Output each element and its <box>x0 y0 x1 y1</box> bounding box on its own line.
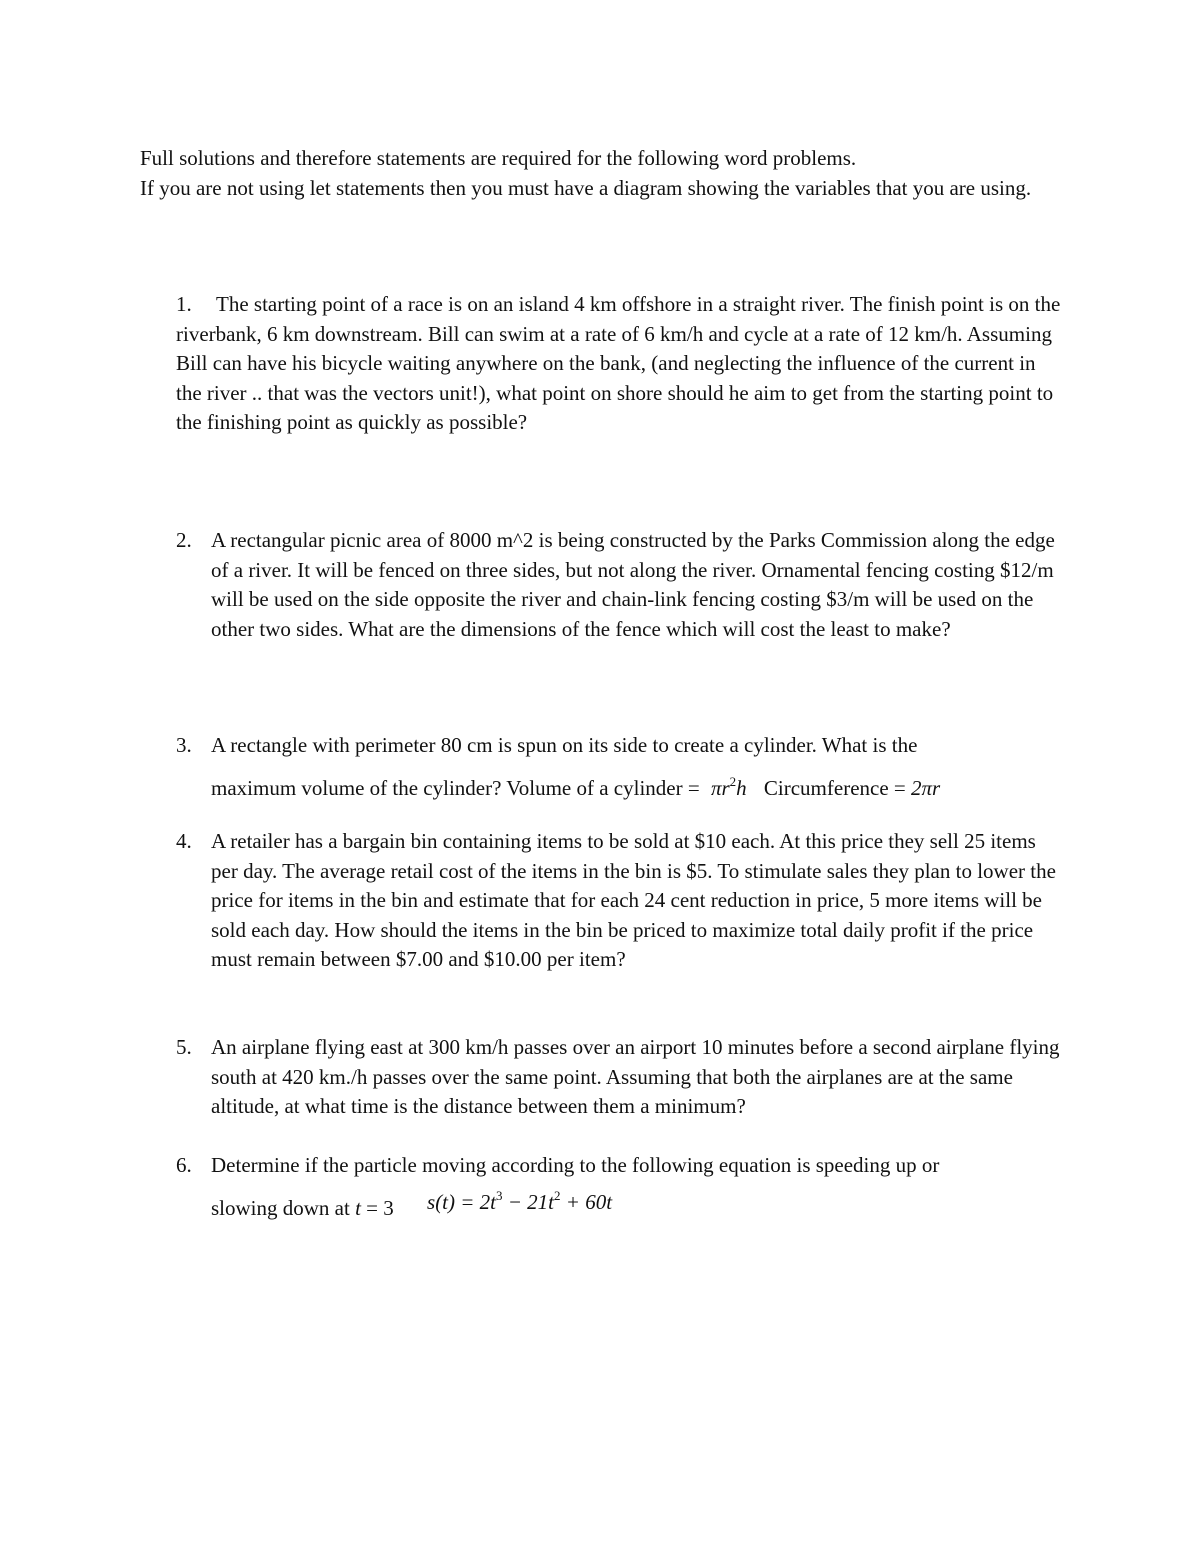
problem-number: 1. <box>176 292 192 316</box>
problem-number: 3. <box>176 733 192 757</box>
problem-4 <box>176 827 1066 975</box>
problem-5 <box>176 1033 1066 1122</box>
problem-text: Determine if the particle moving according to the following equation is speeding up or <box>211 1153 940 1177</box>
problem-2 <box>176 526 1056 644</box>
circumference-label: Circumference = <box>763 775 906 800</box>
volume-formula <box>711 767 747 804</box>
volume-formula-tail: h <box>736 775 747 800</box>
equation-middle: − 21t <box>502 1189 555 1214</box>
problem-text-line-2: maximum volume of the cylinder? Volume of a cylinder = <box>211 775 700 800</box>
equation-lhs: s(t) = 2t <box>427 1189 497 1214</box>
problem-text: A retailer has a bargain bin containing items to be sold at $10 each. At this price they sell 25 items per day. The average retail cost of the items in the bin is $5. To stimulate sales they plan to lower the price for items in the bin and estimate that for each 24 cent reduction in price, 5 more items will be sold each day. How should the items in the bin be priced to maximize total daily profit if the price must remain between $7.00 and $10.00 per item? <box>211 829 1056 971</box>
problem-6 <box>176 1151 1066 1223</box>
problem-number: 5. <box>176 1035 192 1059</box>
problem-formula-line <box>211 767 1076 804</box>
problem-text: An airplane flying east at 300 km/h passes over an airport 10 minutes before a second airplane flying south at 420 km./h passes over the same point. Assuming that both the airplanes are at the same altitude, at what time is the distance between them a minimum? <box>211 1035 1060 1118</box>
problem-number: 6. <box>176 1153 192 1177</box>
position-equation <box>427 1181 612 1218</box>
circumference-formula: 2πr <box>911 775 941 800</box>
equation-exponent-2: 2 <box>554 1187 561 1203</box>
problem-formula-line <box>211 1187 1066 1224</box>
problem-text-block <box>211 731 1076 803</box>
equation-exponent-1: 3 <box>496 1187 503 1203</box>
instructions-line-2: If you are not using let statements then you must have a diagram showing the variables that you are using. <box>140 176 1032 200</box>
instructions-line-1: Full solutions and therefore statements are required for the following word problems. <box>140 146 857 170</box>
problem-text: The starting point of a race is on an island 4 km offshore in a straight river. The finish point is on the riverbank, 6 km downstream. Bill can swim at a rate of 6 km/h and cycle at a rate of 12 km/h. Assuming Bill can have his bicycle waiting anywhere on the bank, (and neglecting the influence of the current in the river .. that was the vectors unit!), what point on shore should he aim to get from the starting point to the finishing point as quickly as possible? <box>176 292 1061 434</box>
problem-3 <box>176 731 1076 803</box>
time-variable: t <box>355 1195 361 1220</box>
instructions <box>140 143 1070 203</box>
volume-formula-base: πr <box>710 775 730 800</box>
time-value: = 3 <box>360 1195 394 1220</box>
problem-number: 4. <box>176 829 192 853</box>
problem-number: 2. <box>176 528 192 552</box>
problem-1 <box>176 290 1061 438</box>
problem-text: A rectangular picnic area of 8000 m^2 is being constructed by the Parks Commission along the edge of a river. It will be fenced on three sides, but not along the river. Ornamental fencing costing $12/m will be used on the side opposite the river and chain-link fencing costing $3/m will be used on the other two sides. What are the dimensions of the fence which will cost the least to make? <box>211 528 1055 641</box>
problem-text-line-2: slowing down at <box>211 1195 356 1220</box>
volume-formula-exponent: 2 <box>729 773 737 789</box>
equation-tail: + 60t <box>560 1189 613 1214</box>
problem-text: A rectangle with perimeter 80 cm is spun on its side to create a cylinder. What is the <box>211 733 918 757</box>
problem-text-block <box>211 1151 1066 1223</box>
